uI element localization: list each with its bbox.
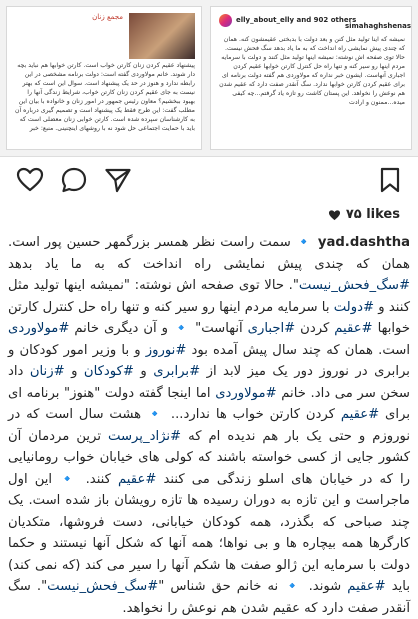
likes-count[interactable] bbox=[328, 207, 400, 222]
heart-outline-icon[interactable] bbox=[16, 166, 44, 194]
hashtag-link[interactable]: #برابری bbox=[153, 364, 201, 379]
embedded-likes: elly_about_elly and 902 others bbox=[236, 16, 357, 24]
news-text: پیشنهاد عقیم کردن زنان کارتن خواب است. کارتن خوابها هم نباید بچه دار شوند. خانم مولاوردی گفته است: دولت برنامه مشخصی در این رابطه ندارد و هنوز در حد یک پیشنهاد است. سوال این است که بهتر نیست به جای عقیم کردن زنان کارتن خواب، شرایط زندگی آنها را بهبود ببخشیم؟ معاون رئیس جمهور در امور زنان و خانواده با بیان این مطلب گفت: این طرح فقط یک پیشنهاد است و تصمیم گیری درباره آن به کارشناسان سپرده شده است. کارتن خوابی زنان معضلی است که باید با حمایت اجتماعی حل شود نه با روشهای اینچنینی. منبع: خبر bbox=[14, 62, 195, 132]
post-image[interactable] bbox=[0, 0, 418, 157]
embedded-avatar bbox=[219, 14, 232, 27]
caption-text: و bbox=[133, 364, 154, 379]
heart-icon bbox=[328, 209, 341, 221]
hashtag-link[interactable]: #عقیم bbox=[340, 407, 380, 422]
bookmark-icon[interactable] bbox=[376, 166, 404, 194]
embedded-username: simahaghshenas bbox=[344, 22, 411, 30]
hashtag-link[interactable]: #عقیم bbox=[334, 321, 373, 336]
caption-text: و با وزیر امور کودکان و برابری در نوروز دور یک میز لابد از bbox=[8, 342, 410, 379]
caption-text: ترین مردمان آن کشور جایی از کسی خواسته باشند که کولی های خیابان خواب رومانیایی را که در خیابان های اسلو زندگی می کنند bbox=[8, 428, 410, 487]
caption-text: با سرمایه مردم اینها رو سیر کنه و تنها راه حل کنترل کارتن خوابها bbox=[8, 299, 410, 336]
caption-text: کردن bbox=[295, 321, 335, 336]
hashtag-link[interactable]: #مولاوردی bbox=[8, 321, 70, 336]
comment-bubble-icon[interactable] bbox=[60, 166, 88, 194]
paper-plane-icon[interactable] bbox=[104, 166, 132, 194]
likes-text: ۷۵ likes bbox=[345, 207, 400, 222]
caption-text: کردن کارتن خواب ها ندارد... 🔹 هشت سال است که در نوروزم و حتی یک بار هم ندیده ام که bbox=[8, 407, 410, 444]
hashtag-link[interactable]: #عقیم bbox=[118, 471, 157, 487]
caption-text: 🔹 سمت راست نظر همسر بزرگمهر حسین پور است. همان که چندی پیش نمایشی راه انداخت که به ما یاد بدهد bbox=[8, 235, 410, 272]
caption-text: آنهاست" 🔹 و آن دیگری خانم bbox=[69, 321, 248, 336]
news-photo bbox=[129, 13, 195, 59]
hashtag-link[interactable]: #مولاوردی bbox=[215, 385, 277, 401]
caption-text: اما اینجا گفته دولت "هنوز" برنامه ای برای bbox=[8, 385, 410, 422]
news-photo-label: مجمع زنان bbox=[92, 13, 123, 21]
caption-text: ". حالا توی صفحه اش نوشته: "نمیشه اینها تولید مثل کنند و bbox=[8, 278, 410, 315]
screenshot-right-pane bbox=[210, 6, 412, 150]
hashtag-link[interactable]: #سگ_فحش_نیست bbox=[298, 278, 410, 293]
caption-text: داد سخن سر می داد. خانم bbox=[8, 364, 410, 401]
embedded-comment-text: نمیشه که اینا تولید مثل کنن و بعد دولت با بدبختی عقیمشون کنه. همان که چندی پیش نمایشی راه انداخت که به ما یاد بدهد سگ فحش نیست. حالا توی صفحه اش نوشته: نمیشه اینها تولید مثل کنند و دولت با سرمایه مردم اینها رو سیر کنه و تنها راه حل کنترل کارتن خوابها عقیم کردن اجباری آنهاست. ایشون خبر نداره که مولاوردی هم گفته دولت برنامه ای برای عقیم کردن کارتن خوابها ندارد. سگ آنقدر صفت دارد که عقیم شدن هم نوعش را نخواهد. این پستان کاشت رو تازه یاد گرفتم...چه کیفی میده...ممنون و ارادت bbox=[219, 36, 405, 106]
action-bar bbox=[0, 166, 418, 196]
caption-text: و bbox=[64, 364, 84, 379]
caption-text: شوند. 🔹 نه خانم حق شناس " bbox=[158, 579, 348, 594]
hashtag-link[interactable]: #اجباری bbox=[247, 321, 296, 336]
hashtag-link[interactable]: #دولت bbox=[333, 299, 374, 315]
hashtag-link[interactable]: #نوروز bbox=[145, 342, 187, 358]
hashtag-link[interactable]: #نژاد_پرست bbox=[108, 428, 182, 444]
hashtag-link[interactable]: #کودکان bbox=[83, 364, 134, 379]
post-caption bbox=[8, 232, 410, 619]
hashtag-link[interactable]: #سگ_فحش_نیست bbox=[47, 579, 159, 594]
caption-text: کنند. 🔹 این اول ماجراست و این تازه به دوران رسیده ها تازه رویشان باز شده است. یک چند صباحی که بگذرد، همه کودکان خیابانی، دست فروشها، متکدیان کارگرها همه بیچاره ها و بی نواها؛ همه آنها که شکل آنها نیستند و حکما دولت با سرمایه این ژالو صفت ها شکم آنها را سیر می کند (که نمی کند) باید bbox=[8, 471, 410, 594]
screenshot-left-pane bbox=[6, 6, 202, 150]
caption-username[interactable]: yad.dashtha bbox=[317, 235, 410, 250]
hashtag-link[interactable]: #زنان bbox=[29, 364, 65, 379]
caption-text: است. همان که چند سال پیش آمده بود bbox=[186, 342, 410, 358]
hashtag-link[interactable]: #عقیم bbox=[347, 579, 386, 594]
caption-text: ". سگ آنقدر صفت دارد که عقیم شدن هم نوعش را نخواهد. bbox=[8, 579, 410, 616]
